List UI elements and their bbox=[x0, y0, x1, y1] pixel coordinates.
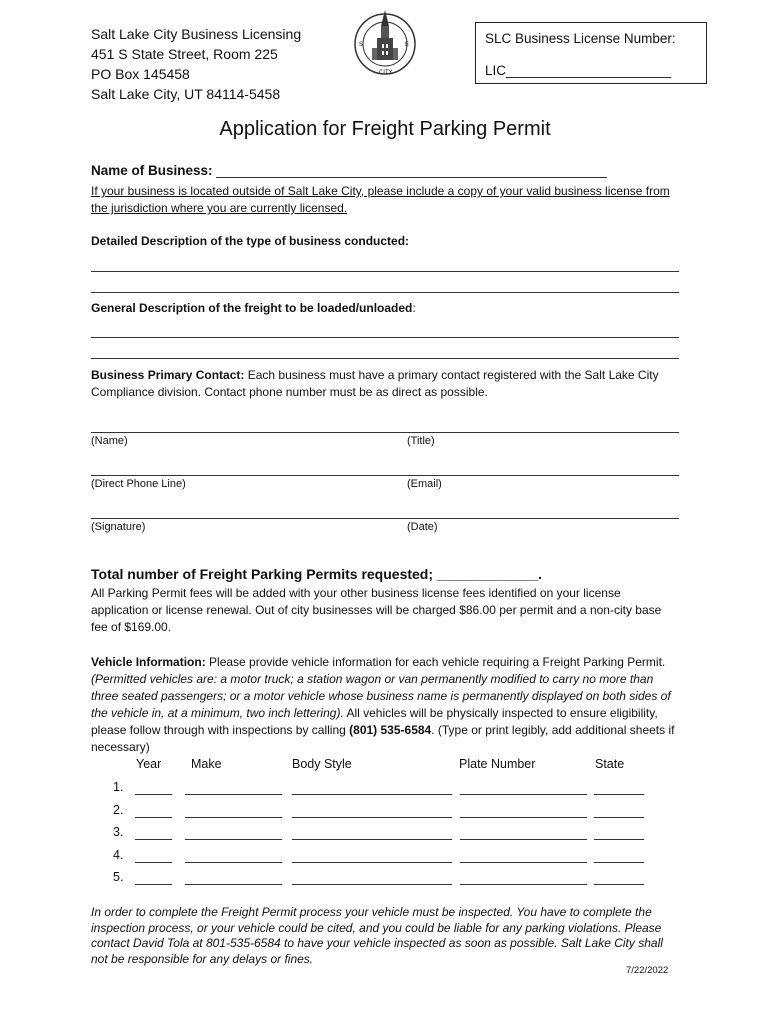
vehicle-row-number: 5. bbox=[113, 870, 124, 885]
primary-contact-paragraph bbox=[91, 367, 681, 401]
make-field[interactable] bbox=[185, 862, 282, 863]
svg-text:S: S bbox=[359, 41, 363, 48]
form-revision-date: 7/22/2022 bbox=[626, 965, 669, 976]
year-field[interactable] bbox=[135, 862, 172, 863]
state-field[interactable] bbox=[594, 862, 644, 863]
make-field[interactable] bbox=[185, 794, 282, 795]
permitted-vehicles-text: (Permitted vehicles are: a motor truck; a station wagon or van permanently modified to carry no more than three seated passengers; or a motor vehicle whose business name is permanently displayed on both sides of the vehicle in, at a minimum, two inch lettering). bbox=[91, 672, 671, 720]
business-description-label: Detailed Description of the type of business conducted: bbox=[91, 234, 410, 248]
freight-description-line[interactable] bbox=[91, 358, 679, 359]
title-caption: (Title) bbox=[407, 435, 435, 447]
permit-fee-text: All Parking Permit fees will be added with your other business license fees identified on your license application or license renewal. Out of city businesses will be charged $86.00 per permit and a non-city base fee of $169.00. bbox=[91, 586, 662, 634]
address-line: Salt Lake City, UT 84114-5458 bbox=[91, 86, 281, 102]
body-style-field[interactable] bbox=[292, 862, 452, 863]
vehicle-info-tail: . (Type or print legibly, add additional sheets if necessary) bbox=[91, 723, 675, 754]
freight-description-label: General Description of the freight to be loaded/unloaded bbox=[91, 301, 413, 315]
phone-email-line[interactable] bbox=[91, 475, 679, 476]
name-caption: (Name) bbox=[91, 435, 128, 447]
signature-date-line[interactable] bbox=[91, 518, 679, 519]
city-seal-logo bbox=[352, 4, 418, 84]
business-name-row bbox=[91, 163, 681, 178]
business-description-line[interactable] bbox=[91, 292, 679, 293]
svg-text:E: E bbox=[405, 41, 409, 48]
vehicle-row-number: 2. bbox=[113, 802, 124, 817]
address-line: Salt Lake City Business Licensing bbox=[91, 26, 302, 42]
license-number-box bbox=[475, 22, 707, 84]
state-field[interactable] bbox=[594, 794, 644, 795]
address-line: PO Box 145458 bbox=[91, 66, 190, 82]
vehicle-info-text: Please provide vehicle information for each vehicle requiring a Freight Parking Permit. bbox=[205, 655, 666, 669]
make-field[interactable] bbox=[185, 839, 282, 840]
freight-description-colon: : bbox=[412, 301, 416, 315]
freight-description-line[interactable] bbox=[91, 337, 679, 338]
inspection-notice: In order to complete the Freight Permit process your vehicle must be inspected. You have to complete the inspection process, or your vehicle could be cited, and you could be liable for any parking violations. Please contact David Tola at 801-535-6584 to have your vehicle inspected as soon as possible. Salt Lake City shall not be responsible for any delays or fines. bbox=[91, 905, 663, 966]
year-field[interactable] bbox=[135, 884, 172, 885]
address-line: 451 S State Street, Room 225 bbox=[91, 46, 278, 62]
plate-number-field[interactable] bbox=[460, 839, 587, 840]
body-style-field[interactable] bbox=[292, 817, 452, 818]
form-title: Application for Freight Parking Permit bbox=[219, 118, 551, 140]
year-field[interactable] bbox=[135, 794, 172, 795]
vehicle-info-paragraph bbox=[91, 654, 681, 756]
date-caption: (Date) bbox=[407, 521, 438, 533]
col-make-header: Make bbox=[191, 757, 222, 771]
col-body-style-header: Body Style bbox=[292, 757, 352, 771]
signature-caption: (Signature) bbox=[91, 521, 146, 533]
vehicle-row-number: 3. bbox=[113, 825, 124, 840]
inspection-phone: (801) 535-6584 bbox=[349, 723, 432, 737]
business-name-label: Name of Business: bbox=[91, 163, 217, 178]
primary-contact-text: Each business must have a primary contact registered with the Salt Lake City Compliance division. Contact phone number must be as direct as possible. bbox=[91, 368, 659, 399]
email-caption: (Email) bbox=[407, 478, 442, 490]
vehicle-info-label: Vehicle Information: bbox=[91, 655, 206, 669]
office-address bbox=[91, 24, 301, 104]
out-of-city-note: If your business is located outside of Salt Lake City, please include a copy of your valid business license from the jurisdiction where you are currently licensed. bbox=[91, 184, 670, 215]
vehicle-inspection-text: All vehicles will be physically inspected to ensure eligibility, please follow through with inspections by calling bbox=[91, 706, 658, 737]
svg-text:CITY: CITY bbox=[379, 69, 393, 76]
freight-description-row bbox=[91, 300, 681, 317]
plate-number-field[interactable] bbox=[460, 817, 587, 818]
license-number-label: SLC Business License Number: bbox=[485, 31, 676, 46]
business-name-field[interactable]: ____________________________________________________ bbox=[216, 163, 607, 178]
body-style-field[interactable] bbox=[292, 884, 452, 885]
make-field[interactable] bbox=[185, 884, 282, 885]
state-field[interactable] bbox=[594, 839, 644, 840]
primary-contact-label: Business Primary Contact: bbox=[91, 368, 245, 382]
col-state-header: State bbox=[595, 757, 625, 771]
vehicle-row-number: 4. bbox=[113, 847, 124, 862]
name-title-line[interactable] bbox=[91, 432, 679, 433]
plate-number-field[interactable] bbox=[460, 862, 587, 863]
plate-number-field[interactable] bbox=[460, 884, 587, 885]
state-field[interactable] bbox=[594, 817, 644, 818]
state-field[interactable] bbox=[594, 884, 644, 885]
phone-caption: (Direct Phone Line) bbox=[91, 478, 186, 490]
business-description-line[interactable] bbox=[91, 271, 679, 272]
permit-count-label[interactable]: Total number of Freight Parking Permits requested; _____________. bbox=[91, 566, 543, 582]
year-field[interactable] bbox=[135, 839, 172, 840]
make-field[interactable] bbox=[185, 817, 282, 818]
body-style-field[interactable] bbox=[292, 794, 452, 795]
col-plate-number-header: Plate Number bbox=[459, 757, 536, 771]
license-number-field[interactable]: LIC______________________ bbox=[485, 63, 672, 78]
col-year-header: Year bbox=[136, 757, 162, 771]
body-style-field[interactable] bbox=[292, 839, 452, 840]
vehicle-row-number: 1. bbox=[113, 780, 124, 794]
plate-number-field[interactable] bbox=[460, 794, 587, 795]
year-field[interactable] bbox=[135, 817, 172, 818]
